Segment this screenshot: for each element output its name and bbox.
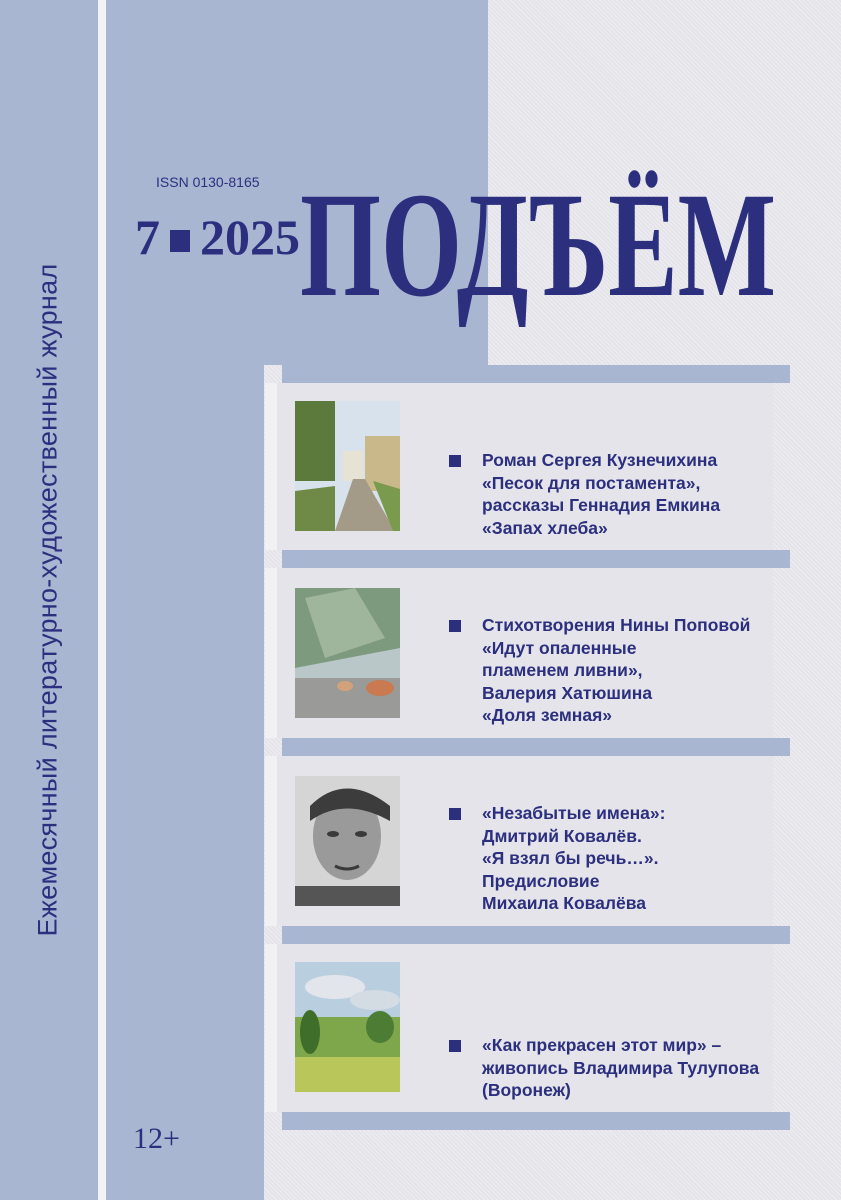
card-shadow (282, 550, 790, 568)
age-rating: 12+ (133, 1122, 180, 1155)
bullet-icon (449, 1040, 461, 1052)
article-line: Михаила Ковалёва (482, 893, 647, 913)
bullet-icon (449, 455, 461, 467)
bullet-icon (449, 808, 461, 820)
magazine-subtitle: Ежемесячный литературно-художественный журнал (32, 263, 63, 937)
article-line: (Воронеж) (482, 1080, 571, 1100)
card-shadow (282, 926, 790, 944)
card-shadow (282, 365, 790, 383)
article-card-3[interactable] (265, 756, 773, 926)
article-line: пламенем ливни», (482, 660, 643, 680)
vertical-divider (98, 0, 106, 1200)
article-line: «Доля земная» (482, 705, 613, 725)
issue-number: 7 (135, 209, 160, 265)
article-line: «Я взял бы речь…». (482, 848, 659, 868)
portrait-image (295, 776, 400, 906)
content-side-panel (106, 365, 264, 1200)
issue-year: 2025 (200, 209, 300, 265)
article-line: «Запах хлеба» (482, 517, 608, 538)
logo-text: ПОДЪЁМ (300, 162, 776, 328)
rain-painting-image (295, 588, 400, 718)
article-card-2[interactable] (265, 568, 773, 738)
magazine-logo (300, 150, 780, 350)
article-card-4[interactable] (265, 944, 773, 1112)
article-line: Валерия Хатюшина (482, 682, 653, 703)
street-stairs-image (295, 401, 400, 531)
article-line: «Идут опаленные (482, 637, 637, 658)
bullet-icon (449, 620, 461, 632)
landscape-painting-image (295, 962, 400, 1092)
article-line: рассказы Геннадия Емкина (482, 495, 721, 515)
article-text (482, 1034, 773, 1102)
article-line: Предисловие (482, 870, 600, 891)
article-line: Дмитрий Ковалёв. (482, 825, 642, 846)
article-card-1[interactable] (265, 383, 773, 550)
card-shadow (282, 1112, 790, 1130)
article-line: Роман Сергея Кузнечихина (482, 450, 718, 470)
article-text (482, 449, 773, 539)
article-line: живопись Владимира Тулупова (482, 1057, 760, 1078)
article-text (482, 802, 773, 915)
article-line: «Как прекрасен этот мир» – (482, 1035, 722, 1055)
issue-label (135, 208, 300, 266)
article-line: Стихотворения Нины Поповой (482, 615, 751, 635)
article-text (482, 614, 773, 727)
article-line: «Незабытые имена»: (482, 803, 666, 823)
issue-separator (170, 230, 190, 252)
article-line: «Песок для постамента», (482, 472, 701, 493)
card-shadow (282, 738, 790, 756)
issn-number: ISSN 0130-8165 (156, 174, 260, 190)
